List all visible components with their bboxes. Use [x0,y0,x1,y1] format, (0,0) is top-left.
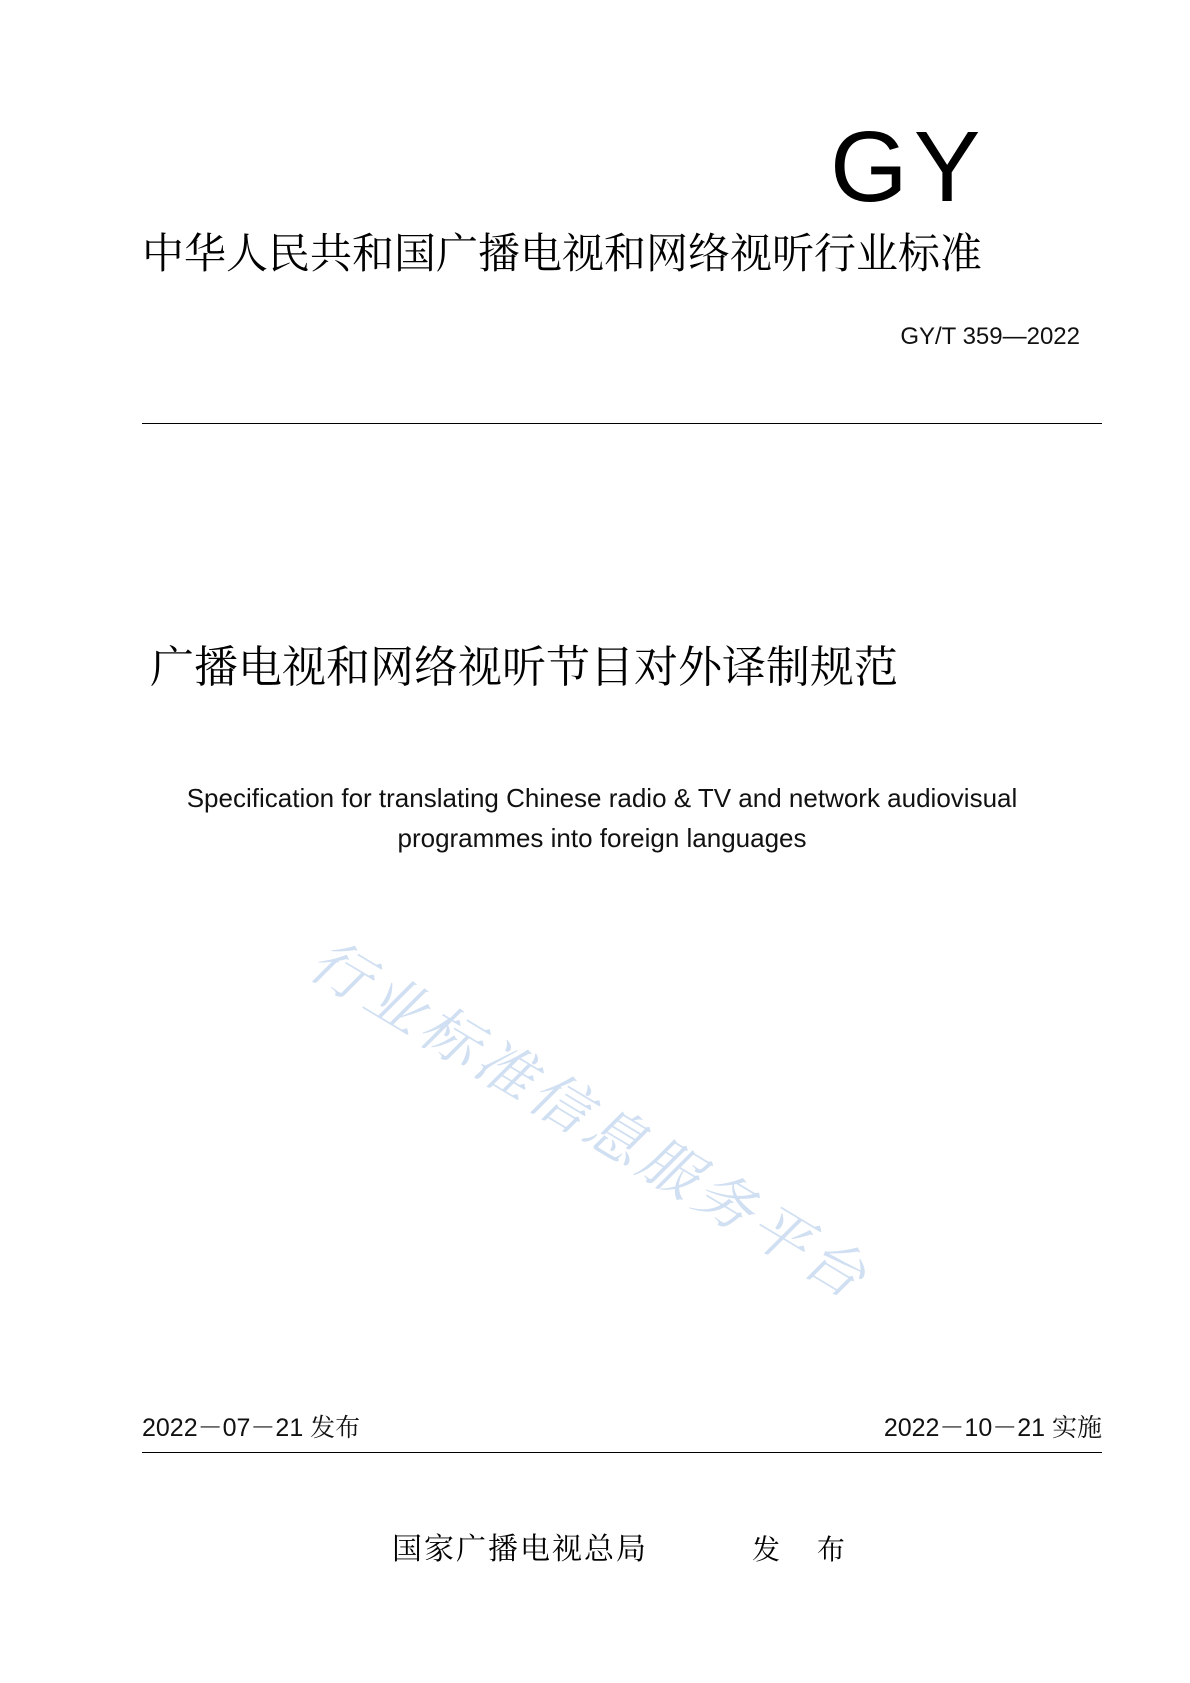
publisher-name: 国家广播电视总局 [392,1532,648,1567]
issue-date: 2022－07－21 发布 [142,1414,361,1442]
agency-title: 中华人民共和国广播电视和网络视听行业标准 [142,229,983,278]
publish-label: 发 布 [752,1533,859,1566]
gy-logo: GY [830,111,987,223]
implementation-date: 2022－10－21 实施 [883,1414,1102,1442]
top-divider [142,423,1102,424]
watermark: 行业标准信息服务平台 [298,926,882,1314]
bottom-divider [142,1452,1102,1453]
document-title-en-line2: programmes into foreign languages [397,823,807,853]
document-title-en [142,778,1062,858]
standard-number: GY/T 359—2022 [900,323,1080,350]
document-title-en-line1: Specification for translating Chinese radio & TV and network audiovisual [186,783,1018,813]
document-title-zh: 广播电视和网络视听节目对外译制规范 [150,642,898,693]
